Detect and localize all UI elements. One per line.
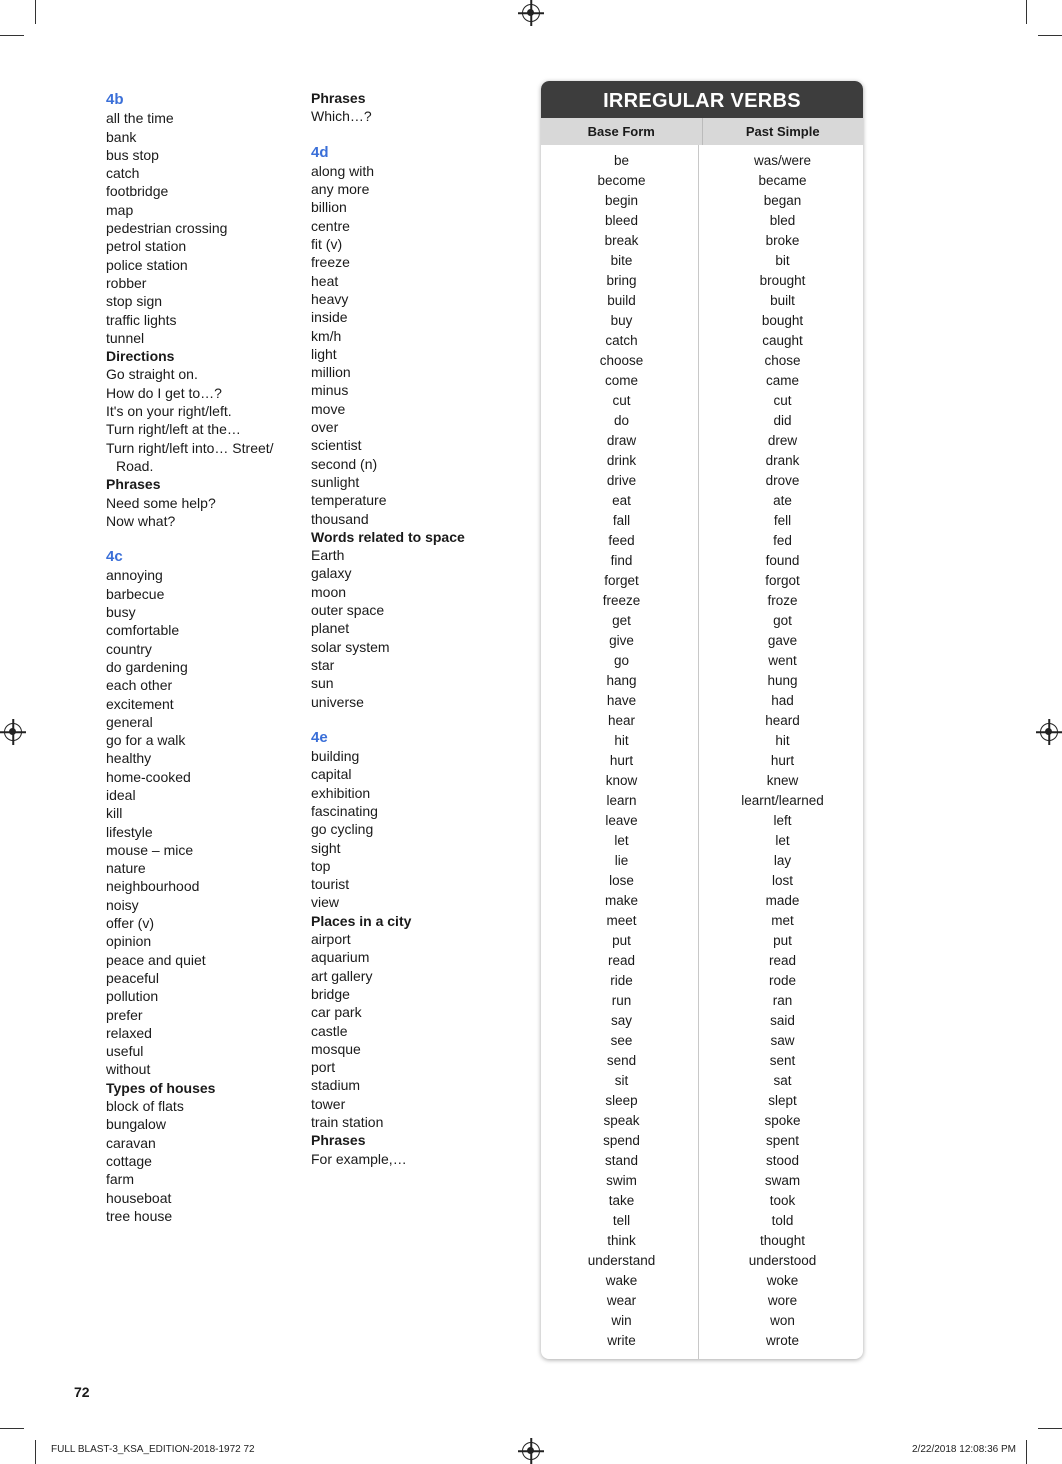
vocab-item: capital xyxy=(311,766,352,783)
vocab-heading: Phrases xyxy=(311,90,366,106)
vocab-item: km/h xyxy=(311,327,342,344)
verb-past-simple: bled xyxy=(769,213,796,228)
vocab-heading: Types of houses xyxy=(106,1079,216,1096)
vocab-item: centre xyxy=(311,217,350,234)
vocab-item: star xyxy=(311,656,335,673)
vocab-unit: 4c xyxy=(106,548,123,566)
verb-base-form: go xyxy=(613,653,630,668)
verb-past-simple: saw xyxy=(770,1033,795,1048)
verb-base-form: hang xyxy=(606,673,637,688)
vocab-item: castle xyxy=(311,1022,348,1039)
vocab-item: exhibition xyxy=(311,784,371,801)
verb-base-form: take xyxy=(608,1193,635,1208)
verb-base-form: lose xyxy=(609,873,634,888)
verb-base-form: read xyxy=(607,953,636,968)
verb-base-form: begin xyxy=(604,193,639,208)
vocab-item: sun xyxy=(311,675,334,692)
verb-base-form: become xyxy=(597,173,646,188)
vocab-item: caravan xyxy=(106,1134,156,1151)
vocab-item: houseboat xyxy=(106,1189,172,1206)
verb-past-simple: hurt xyxy=(770,753,795,768)
verb-past-simple: thought xyxy=(759,1233,806,1248)
verb-past-simple: wrote xyxy=(765,1333,799,1348)
page-number: 72 xyxy=(74,1384,90,1400)
irregular-verbs-header xyxy=(541,118,863,145)
vocab-item: without xyxy=(106,1061,151,1078)
vocab-item: fit (v) xyxy=(311,236,343,253)
vocab-item: train station xyxy=(311,1114,384,1131)
base-form-header: Base Form xyxy=(541,118,703,145)
verb-base-form: find xyxy=(610,553,633,568)
irregular-verbs-table xyxy=(541,81,863,1359)
verb-past-simple: sent xyxy=(769,1053,796,1068)
verb-past-simple: ate xyxy=(773,493,792,508)
vocab-unit: 4e xyxy=(311,728,328,746)
verb-past-simple: forgot xyxy=(765,573,800,588)
verb-past-simple: drank xyxy=(765,453,800,468)
vocab-item: airport xyxy=(311,931,351,948)
vocab-item: planet xyxy=(311,620,350,637)
verb-base-form: fall xyxy=(612,513,631,528)
vocab-item: tree house xyxy=(106,1207,173,1224)
vocab-item: pollution xyxy=(106,988,159,1005)
verb-base-form: choose xyxy=(599,353,644,368)
verb-past-simple: told xyxy=(771,1213,794,1228)
vocab-item: fascinating xyxy=(311,802,378,819)
verb-base-form: bleed xyxy=(604,213,639,228)
verb-base-form: hear xyxy=(607,713,636,728)
vocab-item: over xyxy=(311,419,339,436)
verb-past-simple: froze xyxy=(767,593,798,608)
vocab-heading: Phrases xyxy=(106,476,161,493)
verb-past-simple: cut xyxy=(773,393,792,408)
verb-past-simple: found xyxy=(765,553,800,568)
verb-past-simple: lost xyxy=(771,873,793,888)
vocab-item: tower xyxy=(311,1095,346,1112)
verb-past-simple: chose xyxy=(764,353,801,368)
verb-past-simple: won xyxy=(770,1313,795,1328)
verb-base-form: ride xyxy=(610,973,633,988)
verb-past-simple: got xyxy=(773,613,792,628)
vocab-item: footbridge xyxy=(106,183,169,200)
vocab-item: tourist xyxy=(311,876,350,893)
base-form-column xyxy=(541,151,702,1351)
verb-past-simple: spoke xyxy=(764,1113,801,1128)
verb-base-form: be xyxy=(613,153,630,168)
vocab-item: stadium xyxy=(311,1077,361,1094)
vocab-item: annoying xyxy=(106,567,163,584)
vocab-item: farm xyxy=(106,1171,134,1188)
verb-base-form: send xyxy=(606,1053,637,1068)
vocab-item: bungalow xyxy=(106,1116,166,1133)
vocab-item: bus stop xyxy=(106,146,159,163)
verb-base-form: learn xyxy=(606,793,637,808)
verb-past-simple: said xyxy=(770,1013,795,1028)
vocab-heading: Places in a city xyxy=(311,912,412,929)
vocab-item: stop sign xyxy=(106,293,163,310)
verb-base-form: write xyxy=(607,1333,636,1348)
registration-mark-icon xyxy=(4,723,22,741)
verb-base-form: see xyxy=(610,1033,633,1048)
crop-mark xyxy=(0,1428,24,1429)
verb-base-form: think xyxy=(607,1233,636,1248)
vocab-item: do gardening xyxy=(106,658,188,675)
verb-base-form: say xyxy=(610,1013,632,1028)
verb-base-form: lie xyxy=(614,853,629,868)
vocab-heading: Phrases xyxy=(311,1132,366,1149)
verb-past-simple: caught xyxy=(762,333,803,348)
verb-base-form: wake xyxy=(605,1273,638,1288)
vocab-item: thousand xyxy=(311,510,369,527)
vocab-item: traffic lights xyxy=(106,311,177,328)
verb-past-simple: slept xyxy=(768,1093,797,1108)
verb-base-form: drink xyxy=(606,453,637,468)
vocab-item: home-cooked xyxy=(106,768,191,785)
verb-base-form: hit xyxy=(614,733,629,748)
verb-base-form: sit xyxy=(614,1073,629,1088)
vocab-item: move xyxy=(311,400,346,417)
vocab-item: second (n) xyxy=(311,455,378,472)
verb-base-form: let xyxy=(614,833,629,848)
vocab-item: robber xyxy=(106,274,147,291)
vocab-item: Go straight on. xyxy=(106,366,198,383)
verb-base-form: feed xyxy=(608,533,635,548)
vocab-item: kill xyxy=(106,805,123,822)
vocab-item: billion xyxy=(311,199,347,216)
verb-base-form: spend xyxy=(603,1133,640,1148)
registration-mark-icon xyxy=(1040,723,1058,741)
vocab-item: Which…? xyxy=(311,108,372,125)
verb-past-simple: met xyxy=(771,913,794,928)
crop-mark xyxy=(0,35,24,36)
verb-past-simple: took xyxy=(769,1193,796,1208)
verb-past-simple: had xyxy=(771,693,794,708)
verb-past-simple: made xyxy=(765,893,800,908)
verb-past-simple: came xyxy=(765,373,799,388)
verb-past-simple: let xyxy=(775,833,790,848)
crop-mark xyxy=(1026,0,1027,24)
verb-past-simple: drove xyxy=(765,473,800,488)
verb-base-form: bite xyxy=(610,253,633,268)
verb-past-simple: understood xyxy=(748,1253,817,1268)
vocab-item: go for a walk xyxy=(106,732,186,749)
vocab-item: offer (v) xyxy=(106,915,154,932)
registration-mark-icon xyxy=(522,4,540,22)
vocab-item: barbecue xyxy=(106,585,165,602)
verb-past-simple: built xyxy=(770,293,795,308)
vocab-item: any more xyxy=(311,181,370,198)
verb-past-simple: went xyxy=(768,653,797,668)
vocab-item: inside xyxy=(311,309,348,326)
verb-past-simple: rode xyxy=(768,973,797,988)
verb-base-form: catch xyxy=(605,333,638,348)
vocab-item: bank xyxy=(106,128,137,145)
verb-base-form: meet xyxy=(606,913,637,928)
verb-past-simple: was/were xyxy=(753,153,812,168)
verb-past-simple: fed xyxy=(773,533,792,548)
verb-past-simple: spent xyxy=(765,1133,800,1148)
verb-base-form: buy xyxy=(610,313,633,328)
vocab-item: bridge xyxy=(311,985,350,1002)
verb-past-simple: became xyxy=(758,173,807,188)
vocab-item: scientist xyxy=(311,437,362,454)
verb-base-form: do xyxy=(613,413,630,428)
verb-base-form: eat xyxy=(612,493,631,508)
vocab-item: busy xyxy=(106,604,136,621)
vocab-item: Earth xyxy=(311,547,345,564)
vocab-item: relaxed xyxy=(106,1024,152,1041)
verb-past-simple: hung xyxy=(767,673,798,688)
vocab-item: car park xyxy=(311,1004,362,1021)
vocab-item: moon xyxy=(311,583,347,600)
verb-base-form: have xyxy=(606,693,637,708)
verb-base-form: break xyxy=(604,233,639,248)
vocab-item: freeze xyxy=(311,254,350,271)
vocab-item: heavy xyxy=(311,290,349,307)
verb-base-form: drive xyxy=(606,473,637,488)
verb-past-simple: bit xyxy=(775,253,790,268)
vocab-item: port xyxy=(311,1059,336,1076)
vocab-indent: Road. xyxy=(116,457,154,474)
vocab-item: noisy xyxy=(106,896,139,913)
vocab-item: country xyxy=(106,640,152,657)
verb-base-form: leave xyxy=(605,813,638,828)
verb-base-form: know xyxy=(605,773,638,788)
vocab-item: cottage xyxy=(106,1152,152,1169)
vocab-item: aquarium xyxy=(311,949,370,966)
past-simple-header: Past Simple xyxy=(745,124,820,139)
vocab-item: Now what? xyxy=(106,512,176,529)
vocab-item: It's on your right/left. xyxy=(106,403,232,420)
vocab-heading: Directions xyxy=(106,348,175,365)
vocab-item: along with xyxy=(311,162,375,179)
verb-past-simple: hit xyxy=(775,733,790,748)
verb-base-form: forget xyxy=(604,573,639,588)
vocab-item: comfortable xyxy=(106,622,180,639)
vocab-item: million xyxy=(311,364,351,381)
verb-base-form: stand xyxy=(604,1153,639,1168)
verb-past-simple: did xyxy=(773,413,792,428)
verb-past-simple: sat xyxy=(773,1073,792,1088)
vocab-gap xyxy=(311,711,465,729)
verb-past-simple: heard xyxy=(765,713,800,728)
vocab-item: neighbourhood xyxy=(106,878,200,895)
vocab-item: petrol station xyxy=(106,238,187,255)
verb-past-simple: lay xyxy=(773,853,792,868)
verb-past-simple: left xyxy=(773,813,792,828)
verb-base-form: freeze xyxy=(602,593,641,608)
verb-base-form: cut xyxy=(612,393,631,408)
verb-base-form: build xyxy=(607,293,636,308)
vocab-item: map xyxy=(106,201,134,218)
verb-base-form: get xyxy=(612,613,631,628)
verb-past-simple: read xyxy=(768,953,797,968)
crop-mark xyxy=(35,1440,36,1464)
vocab-gap xyxy=(106,530,274,548)
vocab-item: sight xyxy=(311,839,341,856)
vocab-item: mosque xyxy=(311,1040,361,1057)
crop-mark xyxy=(1038,1428,1062,1429)
vocab-item: light xyxy=(311,345,337,362)
vocab-item: ideal xyxy=(106,786,136,803)
verb-base-form: run xyxy=(611,993,632,1008)
vocab-item: healthy xyxy=(106,750,152,767)
vocab-item: For example,… xyxy=(311,1150,407,1167)
vocab-item: all the time xyxy=(106,110,174,127)
irregular-verbs-title: IRREGULAR VERBS xyxy=(541,81,863,118)
vocab-item: building xyxy=(311,748,360,765)
registration-mark-icon xyxy=(522,1442,540,1460)
verb-base-form: tell xyxy=(612,1213,631,1228)
verb-base-form: understand xyxy=(587,1253,656,1268)
vocabulary-column-middle xyxy=(311,89,465,1168)
vocab-item: art gallery xyxy=(311,967,373,984)
vocab-item: each other xyxy=(106,677,173,694)
vocab-item: useful xyxy=(106,1043,144,1060)
crop-mark xyxy=(1026,1440,1027,1464)
verb-base-form: hurt xyxy=(609,753,634,768)
vocab-item: mouse – mice xyxy=(106,841,194,858)
verb-past-simple: wore xyxy=(767,1293,798,1308)
vocab-item: excitement xyxy=(106,695,174,712)
verb-past-simple: knew xyxy=(766,773,799,788)
vocab-item: universe xyxy=(311,693,364,710)
verb-past-simple: stood xyxy=(765,1153,800,1168)
verb-base-form: come xyxy=(604,373,638,388)
vocab-item: catch xyxy=(106,165,140,182)
vocab-item: peaceful xyxy=(106,969,159,986)
verb-past-simple: gave xyxy=(767,633,798,648)
crop-mark xyxy=(1038,35,1062,36)
verb-base-form: put xyxy=(612,933,631,948)
crop-mark xyxy=(35,0,36,24)
vocab-item: opinion xyxy=(106,933,152,950)
vocab-item: general xyxy=(106,713,153,730)
vocab-item: view xyxy=(311,894,340,911)
verb-past-simple: learnt/learned xyxy=(741,793,824,808)
vocab-item: lifestyle xyxy=(106,823,153,840)
vocab-heading: Words related to space xyxy=(311,528,465,545)
vocab-item: police station xyxy=(106,256,188,273)
verb-base-form: speak xyxy=(603,1113,640,1128)
vocab-unit: 4d xyxy=(311,143,329,161)
verb-base-form: win xyxy=(611,1313,632,1328)
verb-base-form: give xyxy=(609,633,634,648)
vocab-item: block of flats xyxy=(106,1098,184,1115)
vocab-item: temperature xyxy=(311,492,387,509)
footer-slug-left: FULL BLAST-3_KSA_EDITION-2018-1972 72 xyxy=(51,1444,255,1455)
verb-past-simple: ran xyxy=(772,993,793,1008)
vocab-gap xyxy=(311,126,465,144)
vocab-item: Need some help? xyxy=(106,494,216,511)
vocab-item: Turn right/left at the… xyxy=(106,421,241,438)
verb-past-simple: brought xyxy=(759,273,806,288)
footer-slug-right: 2/22/2018 12:08:36 PM xyxy=(912,1444,1016,1455)
vocab-item: tunnel xyxy=(106,329,145,346)
vocab-item: go cycling xyxy=(311,821,374,838)
vocab-item: top xyxy=(311,857,331,874)
vocab-item: pedestrian crossing xyxy=(106,220,228,237)
verb-base-form: draw xyxy=(606,433,637,448)
verb-base-form: swim xyxy=(606,1173,637,1188)
verb-base-form: wear xyxy=(606,1293,637,1308)
vocab-item: How do I get to…? xyxy=(106,384,222,401)
verb-past-simple: put xyxy=(773,933,792,948)
verb-past-simple: drew xyxy=(767,433,798,448)
verb-past-simple: broke xyxy=(765,233,800,248)
verb-base-form: make xyxy=(604,893,638,908)
vocab-item: Turn right/left into… Street/ xyxy=(106,439,274,456)
vocab-item: heat xyxy=(311,272,339,289)
vocab-item: nature xyxy=(106,860,146,877)
vocabulary-column-left xyxy=(106,91,274,1225)
verb-past-simple: began xyxy=(763,193,802,208)
verb-base-form: bring xyxy=(606,273,637,288)
vocab-item: sunlight xyxy=(311,473,360,490)
vocab-item: solar system xyxy=(311,638,390,655)
verb-past-simple: swam xyxy=(764,1173,801,1188)
verb-base-form: sleep xyxy=(605,1093,638,1108)
verb-past-simple: bought xyxy=(761,313,804,328)
vocab-item: minus xyxy=(311,382,349,399)
vocab-item: prefer xyxy=(106,1006,143,1023)
irregular-verbs-body xyxy=(541,145,863,1351)
vocab-unit: 4b xyxy=(106,91,124,108)
vocab-item: outer space xyxy=(311,602,385,619)
vocab-item: peace and quiet xyxy=(106,951,206,968)
verb-past-simple: fell xyxy=(773,513,792,528)
vocab-item: galaxy xyxy=(311,565,352,582)
past-simple-column xyxy=(702,151,863,1351)
verb-past-simple: woke xyxy=(766,1273,799,1288)
